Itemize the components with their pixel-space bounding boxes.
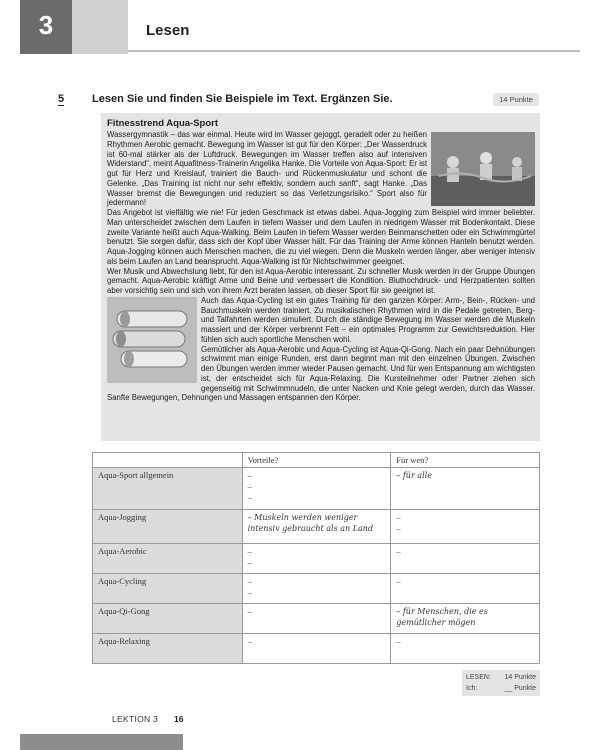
article-box xyxy=(101,113,540,441)
header-divider xyxy=(128,50,580,52)
footer-lektion: LEKTION 3 xyxy=(112,714,159,724)
score-lesen-label: LESEN: xyxy=(466,674,491,681)
row-label: Aqua-Jogging xyxy=(93,510,243,544)
page-header xyxy=(0,0,600,54)
table-row xyxy=(93,544,540,574)
table-header-empty xyxy=(93,453,243,468)
table-row xyxy=(93,510,540,544)
vorteile-cell[interactable]: – Muskeln werden weniger intensiv gebraucht als an Land xyxy=(242,510,391,544)
fuer-wen-cell[interactable]: – für Menschen, die es gemütlicher mögen xyxy=(391,604,540,634)
aqua-aerobic-photo xyxy=(431,132,535,206)
article-paragraph-4: Auch das Aqua-Cycling ist ein gutes Training für den ganzen Körper: Arm-, Bein-, Rücken- und Bauchmuskeln werden trainiert. Zu musikalischen Rhythmen wird in die Pedale getreten, Berg- und Talfahrten werden simuliert. Durch die ständige Bewegung im Wasser werden die Muskeln massiert und der Körper verbrennt Fett – ein optimales Programm zur Gewichtsreduktion. Hier fühlen sich auch sportliche Menschen wohl. xyxy=(201,295,535,344)
score-ich-row xyxy=(466,683,536,694)
score-lesen-row xyxy=(466,672,536,683)
score-ich-label: Ich: xyxy=(466,685,478,692)
vorteile-cell[interactable]: – xyxy=(242,604,391,634)
fuer-wen-cell[interactable]: – xyxy=(391,544,540,574)
table-row xyxy=(93,574,540,604)
article-paragraph-3: Wer Musik und Abwechslung liebt, für den ist Aqua-Aerobic interessant. Zu schneller Musik werden in der Gruppe Übungen gemacht. Aqua-Aerobic kräftigt Arme und Beine und verbessert die Kondition. Bluthochdruck- und Herzpatienten sollten aber vorsichtig sein und sich von ihrem Arzt beraten lassen, ob dieser Sport für sie geeignet ist. xyxy=(107,266,535,295)
points-badge: 14 Punkte xyxy=(493,93,539,106)
chapter-shade xyxy=(72,0,128,54)
table-row xyxy=(93,468,540,510)
row-label: Aqua-Sport allgemein xyxy=(93,468,243,510)
exercise-table xyxy=(92,452,540,664)
task-number: 5 xyxy=(58,93,65,105)
section-title: Lesen xyxy=(146,22,190,39)
vorteile-cell[interactable]: – – – xyxy=(242,468,391,510)
vorteile-cell[interactable]: – – xyxy=(242,544,391,574)
row-label: Aqua-Relaxing xyxy=(93,634,243,664)
footer-page-number: 16 xyxy=(174,714,184,724)
score-lesen-points: 14 Punkte xyxy=(504,674,536,681)
row-label: Aqua-Aerobic xyxy=(93,544,243,574)
task-title: Lesen Sie und finden Sie Beispiele im Text. Ergänzen Sie. xyxy=(92,93,393,105)
fuer-wen-cell[interactable]: – für alle xyxy=(391,468,540,510)
score-ich-points: __ Punkte xyxy=(504,685,536,692)
article-paragraph-2: Das Angebot ist vielfältig wie nie! Für jeden Geschmack ist etwas dabei. Aqua-Jogging zum Beispiel wird immer beliebter. Man unterscheidet zwischen dem Laufen in tiefem Wasser und dem Laufen in niedrigem Wasser mit Bodenkontakt. Diese zweite Variante heißt auch Aqua-Walking. Beim Laufen in tiefem Wasser werden Beinmanschetten oder ein Schwimmgürtel benutzt. Sie sorgen dafür, dass sich der Kopf über Wasser hält. Für das Training der Arme können Hanteln benutzt werden. Aqua-Jogging können auch Menschen machen, die zu viel wiegen. Denn die Muskeln werden länger, aber weniger intensiv als beim Laufen an Land beansprucht. Aqua-Walking ist für Nichtschwimmer geeignet. xyxy=(107,208,535,266)
article-paragraph-5: Gemütlicher als Aqua-Aerobic und Aqua-Cycling ist Aqua-Qi-Gong. Nach ein paar Dehnübungen schwimmt man einige Runden, erst dann beginnt man mit den einzelnen Übungen. Zwischen den Übungen werden immer wieder Pausen gemacht. Und für wen Entspannung am wichtigsten ist, der entscheidet sich für Aqua-Relaxing. Die Kursteilnehmer oder Partner ziehen sich gegenseitig mit Schwimmnudeln, die unter Nacken und Knie gelegt werden, durch das Wasser. Sanfte Bewegungen, Dehnungen und Massagen entspannen den Körper. xyxy=(107,344,535,403)
table-row xyxy=(93,604,540,634)
score-box xyxy=(462,670,540,696)
footer-bar xyxy=(20,734,183,750)
fuer-wen-cell[interactable]: – – xyxy=(391,510,540,544)
fuer-wen-cell[interactable]: – xyxy=(391,574,540,604)
fuer-wen-cell[interactable]: – xyxy=(391,634,540,664)
chapter-number: 3 xyxy=(20,0,72,54)
vorteile-cell[interactable]: – xyxy=(242,634,391,664)
article-paragraph-1: Wassergymnastik – das war einmal. Heute wird im Wasser gejoggt, geradelt oder zu heißen Rhythmen Aerobic gemacht. Bewegung im Wasser ist gut für den Körper: „Der Wasserdruck ist 60-mal stärker als der Luftdruck. Bewegungen im Wasser treffen also auf intensiven Widerstand“, meint Aquafitness-Trainerin Angelika Hanke. Die Vorteile von Aqua-Sport: Er ist gut für Herz und Kreislauf, trainiert die Bauch- und Rückenmuskulatur und schont die Gelenke. „Das Training ist nicht nur sehr effektiv, sondern auch sanft“, sagt Hanke. „Das Wasser bremst die Bewegungen und reduziert so das Verletzungsrisiko.“ Sport also für jedermann! xyxy=(107,130,427,208)
table-row xyxy=(93,634,540,664)
table-header-vorteile: Vorteile? xyxy=(242,453,391,468)
article-heading: Fitnesstrend Aqua-Sport xyxy=(107,118,219,129)
row-label: Aqua-Qi-Gong xyxy=(93,604,243,634)
vorteile-cell[interactable]: – – xyxy=(242,574,391,604)
row-label: Aqua-Cycling xyxy=(93,574,243,604)
table-header-fuer-wen: Für wen? xyxy=(391,453,540,468)
swim-noodles-photo xyxy=(107,297,197,383)
table-header-row xyxy=(93,453,540,468)
